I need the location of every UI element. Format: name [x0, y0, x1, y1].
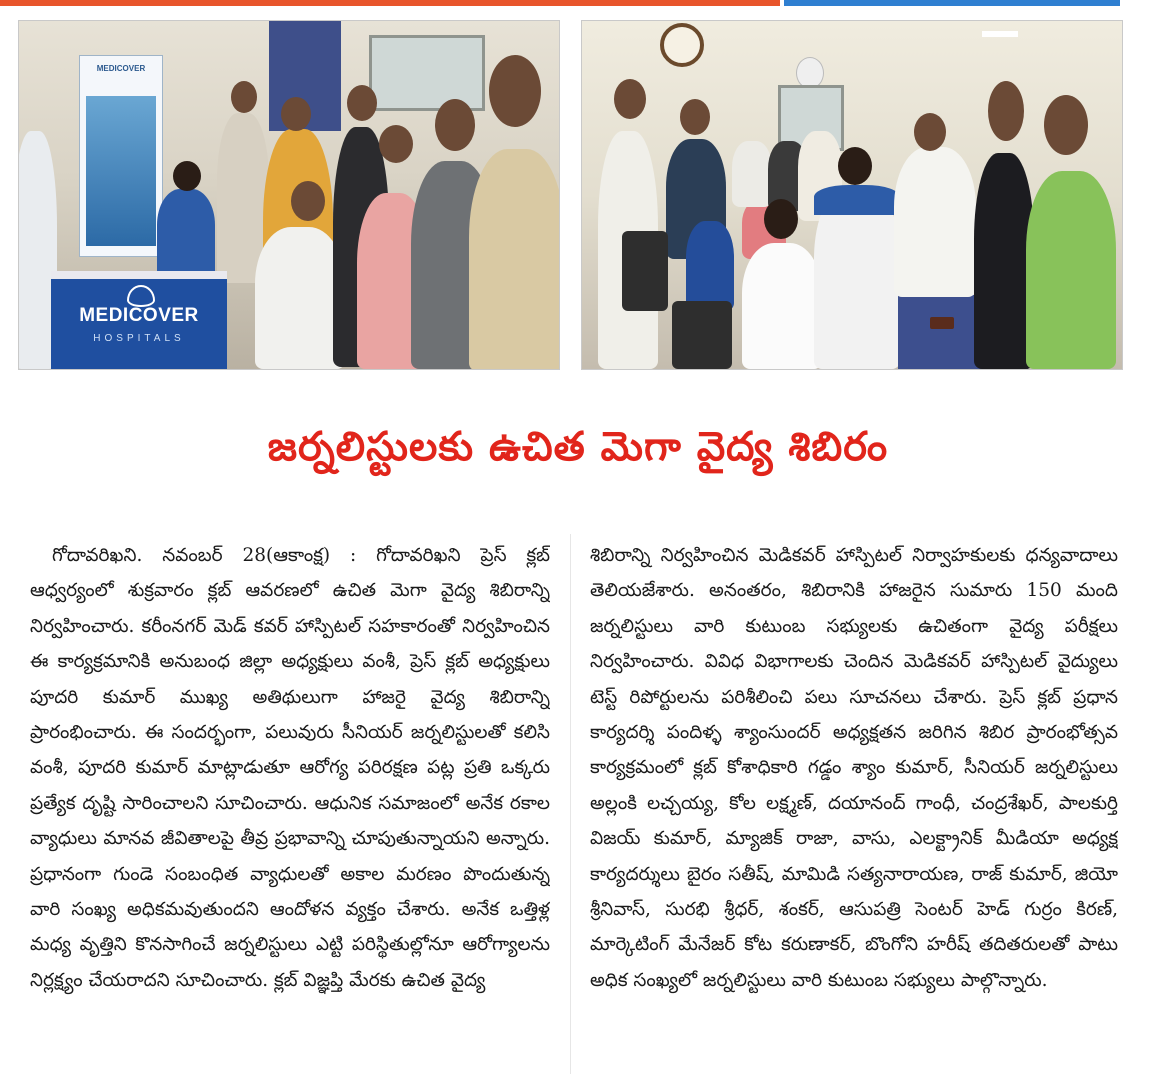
person-head: [347, 85, 377, 121]
person-head: [291, 181, 325, 221]
nurse: [157, 189, 215, 279]
standee-brand: MEDICOVER: [96, 64, 146, 73]
top-accent-bar-blue: [784, 0, 1120, 6]
nurse: [686, 221, 734, 311]
chair: [672, 301, 732, 369]
nurse-white-coat: [742, 243, 822, 369]
person: [732, 141, 772, 207]
person-beige-shirt: [469, 149, 560, 370]
nurse-head: [173, 161, 201, 191]
article-column-right: [590, 538, 1118, 1078]
ceiling-light: [982, 31, 1018, 37]
wall-clock-icon: [660, 23, 704, 67]
person-head: [988, 81, 1024, 141]
person-head: [379, 125, 413, 163]
medicover-standee: [79, 55, 163, 257]
booth-subbrand: HOSPITALS: [93, 333, 185, 344]
person-head: [614, 79, 646, 119]
person-green-shirt: [1026, 171, 1116, 369]
photo-medical-camp-booth: [18, 20, 560, 370]
person-head: [489, 55, 541, 127]
column-divider: [570, 534, 571, 1074]
nurse-head: [838, 147, 872, 185]
person-head: [231, 81, 257, 113]
person-head: [914, 113, 946, 151]
article-text: శిబిరాన్ని నిర్వహించిన మెడికవర్ హాస్పిటల్ నిర్వాహకులకు ధన్యవాదాలు తెలియజేశారు. అనంతరం, శిబిరానికి హాజరైన సుమారు 150 మంది జర్నలిస్టులు వారి కుటుంబ సభ్యులకు ఉచితంగా వైద్య పరీక్షలు నిర్వహించారు. వివిధ విభాగాలకు చెందిన మెడికవర్ హాస్పిటల్ వైద్యులు టెస్ట్ రిపోర్టులను పరిశీలించి పలు సూచనలు చేశారు. ప్రెస్ క్లబ్ ప్రధాన కార్యదర్శి పందిళ్ళ శ్యాంసుందర్ అధ్యక్షతన జరిగిన శిబిర ప్రారంభోత్సవ కార్యక్రమంలో క్లబ్ కోశాధికారి గడ్డం శ్యాం కుమార్, సీనియర్ జర్నలిస్టులు అల్లంకి లచ్చయ్య, కోల లక్ష్మణ్, దయానంద్ గాంధీ, చంద్రశేఖర్, పాలకుర్తి విజయ్ కుమార్, మ్యాజిక్ రాజా, వాసు, ఎలక్ట్రానిక్ మీడియా అధ్యక్ష కార్యదర్శులు బైరం సతీష్, మామిడి సత్యనారాయణ, రాజ్ కుమార్, జియో శ్రీనివాస్, సురభి శ్రీధర్, శంకర్, ఆసుపత్రి సెంటర్ హెడ్ గుర్రం కిరణ్, మార్కెటింగ్ మేనేజర్ కోట కరుణాకర్, బొంగోని హరీష్ తదితరులతో పాటు అధిక సంఖ్యలో జర్నలిస్టులు వారి కుటుంబ సభ్యులు పాల్గొన్నారు.: [590, 545, 1118, 991]
person-head: [680, 99, 710, 135]
phone-on-table: [930, 317, 954, 329]
standee-graphic: [86, 96, 156, 246]
person-head: [281, 97, 311, 131]
person-head: [1044, 95, 1088, 155]
booth-brand: MEDICOVER: [79, 305, 199, 326]
headline: జర్నలిస్టులకు ఉచిత మెగా వైద్య శిబిరం: [267, 424, 889, 470]
article-text: గోదావరిఖని. నవంబర్ 28(ఆకాంక్ష) : గోదావరిఖని ప్రెస్ క్లబ్ ఆధ్వర్యంలో శుక్రవారం క్లబ్ ఆవరణలో ఉచిత మెగా వైద్య శిబిరాన్ని నిర్వహించారు. కరీంనగర్ మెడ్ కవర్ హాస్పిటల్ సహకారంతో నిర్వహించిన ఈ కార్యక్రమానికి అనుబంధ జిల్లా అధ్యక్షులు వంశీ, ప్రెస్ క్లబ్ అధ్యక్షులు పూదరి కుమార్ ముఖ్య అతిథులుగా హాజరై వైద్య శిబిరాన్ని ప్రారంభించారు. ఈ సందర్భంగా, పలువురు సీనియర్ జర్నలిస్టులతో కలిసి వంశీ, పూదరి కుమార్ మాట్లాడుతూ ఆరోగ్య పరిరక్షణ పట్ల ప్రతి ఒక్కరు ప్రత్యేక దృష్టి సారించాలని సూచించారు. ఆధునిక సమాజంలో అనేక రకాల వ్యాధులు మానవ జీవితాలపై తీవ్ర ప్రభావాన్ని చూపుతున్నాయని అన్నారు. ప్రధానంగా గుండె సంబంధిత వ్యాధులతో అకాల మరణం పొందుతున్న వారి సంఖ్య అధికమవుతుందని ఆందోళన వ్యక్తం చేశారు. అనేక ఒత్తిళ్ల మధ్య వృత్తిని కొనసాగించే జర్నలిస్టులు ఎట్టి పరిస్థితుల్లోనూ ఆరోగ్యాలను నిర్లక్ష్యం చేయరాదని సూచించారు. క్లబ్ విజ్ఞప్తి మేరకు ఉచిత వైద్య: [30, 545, 550, 991]
top-accent-bar-orange: [0, 0, 780, 6]
medicover-booth-counter: [51, 271, 227, 370]
person-head: [435, 99, 475, 151]
chair: [622, 231, 668, 311]
photo-health-checkup-hall: [581, 20, 1123, 370]
article-column-left: [30, 538, 550, 1078]
nurse-head: [764, 199, 798, 239]
window: [369, 35, 485, 111]
seated-man-white-shirt: [255, 227, 345, 369]
person-white-shirt: [894, 147, 976, 297]
medicover-logo-icon: [127, 285, 155, 307]
person-black-shirt: [974, 153, 1034, 369]
uniform-collar: [814, 185, 900, 215]
